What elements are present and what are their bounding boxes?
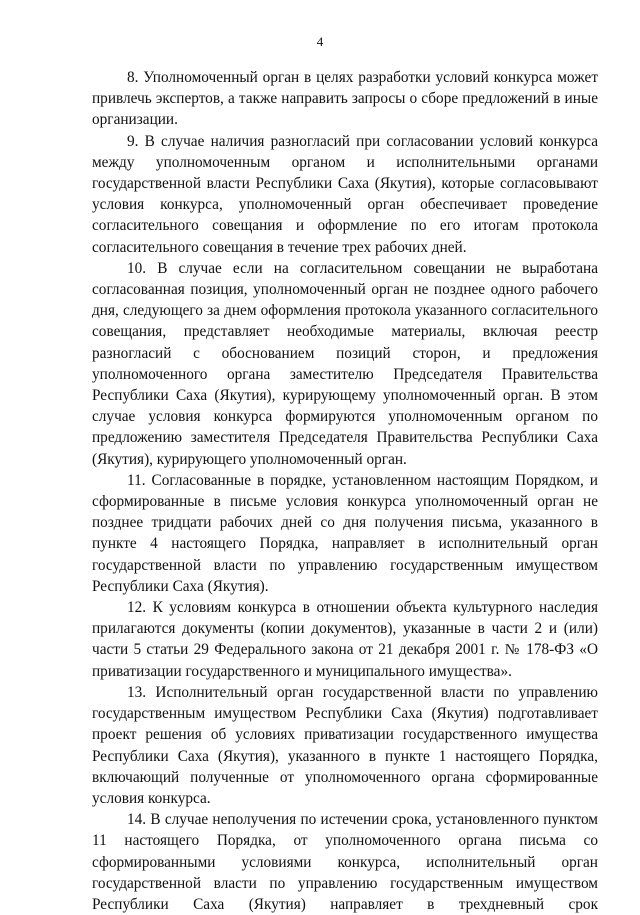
paragraph-9: 9. В случае наличия разногласий при согласовании условий конкурса между уполномоченным органом и исполнительными органами государственной власти Республики Саха (Якутия), которые согласовывают условия конкурса, уполномоченный орган обеспечивает проведение согласительного совещания и оформление по его итогам протокола согласительного совещания в течение трех рабочих дней. xyxy=(92,132,598,256)
page-number: 4 xyxy=(316,34,324,49)
paragraph-8: 8. Уполномоченный орган в целях разработки условий конкурса может привлечь экспертов, а также направить запросы о сборе предложений в иные организации. xyxy=(92,69,598,129)
paragraph-10: 10. В случае если на согласительном совещании не выработана согласованная позиция, уполномоченный орган не позднее одного рабочего дня, следующего за днем оформления протокола указанного согласительного совещания, представляет необходимые материалы, включая реестр разногласий с обоснованием позиций сторон, и предложения уполномоченного органа заместителю Председателя Правительства Республики Саха (Якутия), курирующему уполномоченный орган. В этом случае условия конкурса формируются уполномоченным органом по предложению заместителя Председателя Правительства Республики Саха (Якутия), курирующего уполномоченный орган. xyxy=(92,259,598,468)
paragraph-12: 12. К условиям конкурса в отношении объекта культурного наследия прилагаются документы (копии документов), указанные в части 2 и (или) части 5 статьи 29 Федерального закона от 21 декабря 2001 г. № 178-ФЗ «О приватизации государственного и муниципального имущества». xyxy=(92,599,598,680)
paragraph-13: 13. Исполнительный орган государственной власти по управлению государственным имуществом Республики Саха (Якутия) подготавливает проект решения об условиях приватизации государственного имущества Республики Саха (Якутия), указанного в пункте 1 настоящего Порядка, включающий полученные от уполномоченного органа сформированные условия конкурса. xyxy=(92,683,598,807)
paragraph-11: 11. Согласованные в порядке, установленном настоящим Порядком, и сформированные в письме условия конкурса уполномоченный орган не позднее тридцати рабочих дней со дня получения письма, указанного в пункте 4 настоящего Порядка, направляет в исполнительный орган государственной власти по управлению государственным имуществом Республики Саха (Якутия). xyxy=(92,471,598,595)
document-body xyxy=(92,67,598,915)
paragraph-14: 14. В случае неполучения по истечении срока, установленного пунктом 11 настоящего Порядка, от уполномоченного органа письма со сформированными условиями конкурса, исполнительный орган государственной власти по управлению государственным имуществом Республики Саха (Якутия) направляет в трехдневный срок xyxy=(92,811,598,913)
